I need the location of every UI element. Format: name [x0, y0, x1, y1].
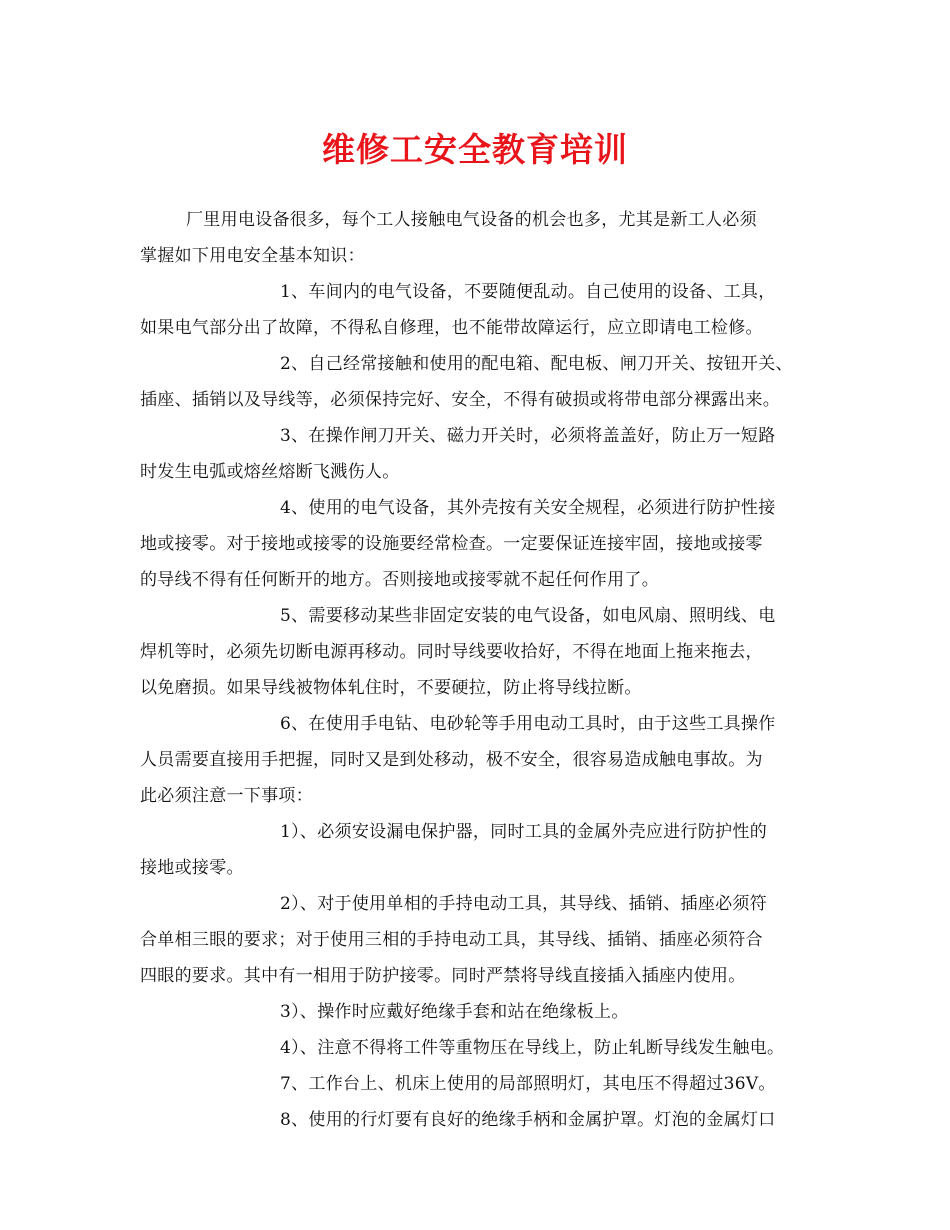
document-title: 维修工安全教育培训	[322, 130, 628, 169]
text-line-15: 6、在使用手电钻、电砂轮等手用电动工具时，由于这些工具操作	[280, 714, 776, 734]
text-line-25: 7、工作台上、机床上使用的局部照明灯，其电压不得超过36V。	[280, 1074, 776, 1094]
text-line-3: 1、车间内的电气设备，不要随便乱动。自己使用的设备、工具，	[280, 282, 776, 302]
text-line-11: 的导线不得有任何断开的地方。否则接地或接零就不起任何作用了。	[140, 570, 659, 590]
text-line-1: 厂里用电设备很多，每个工人接触电气设备的机会也多，尤其是新工人必须	[186, 210, 757, 230]
text-line-26: 8、使用的行灯要有良好的绝缘手柄和金属护罩。灯泡的金属灯口	[280, 1110, 776, 1130]
text-line-16: 人员需要直接用手把握，同时又是到处移动，极不安全，很容易造成触电事故。为	[140, 750, 763, 770]
text-line-2: 掌握如下用电安全基本知识：	[140, 246, 365, 266]
text-line-12: 5、需要移动某些非固定安装的电气设备，如电风扇、照明线、电	[280, 606, 776, 626]
text-line-9: 4、使用的电气设备，其外壳按有关安全规程，必须进行防护性接	[280, 498, 776, 518]
text-line-10: 地或接零。对于接地或接零的设施要经常检查。一定要保证连接牢固，接地或接零	[140, 534, 763, 554]
text-line-20: 2）、对于使用单相的手持电动工具，其导线、插销、插座必须符	[280, 894, 768, 914]
text-line-22: 四眼的要求。其中有一相用于防护接零。同时严禁将导线直接插入插座内使用。	[140, 966, 746, 986]
text-line-19: 接地或接零。	[140, 858, 244, 878]
text-line-5: 2、自己经常接触和使用的配电箱、配电板、闸刀开关、按钮开关、	[280, 354, 793, 374]
text-line-6: 插座、插销以及导线等，必须保持完好、安全，不得有破损或将带电部分裸露出来。	[140, 390, 781, 410]
text-line-13: 焊机等时，必须先切断电源再移动。同时导线要收拾好，不得在地面上拖来拖去，	[140, 642, 763, 662]
text-line-4: 如果电气部分出了故障，不得私自修理，也不能带故障运行，应立即请电工检修。	[140, 318, 763, 338]
text-line-17: 此必须注意一下事项：	[140, 786, 313, 806]
text-line-18: 1）、必须安设漏电保护器，同时工具的金属外壳应进行防护性的	[280, 822, 768, 842]
text-line-7: 3、在操作闸刀开关、磁力开关时，必须将盖盖好，防止万一短路	[280, 426, 776, 446]
text-line-23: 3）、操作时应戴好绝缘手套和站在绝缘板上。	[280, 1002, 629, 1022]
text-line-24: 4）、注意不得将工件等重物压在导线上，防止轧断导线发生触电。	[280, 1038, 785, 1058]
text-line-8: 时发生电弧或熔丝熔断飞溅伤人。	[140, 462, 400, 482]
text-line-21: 合单相三眼的要求；对于使用三相的手持电动工具，其导线、插销、插座必须符合	[140, 930, 763, 950]
text-line-14: 以免磨损。如果导线被物体轧住时，不要硬拉，防止将导线拉断。	[140, 678, 642, 698]
